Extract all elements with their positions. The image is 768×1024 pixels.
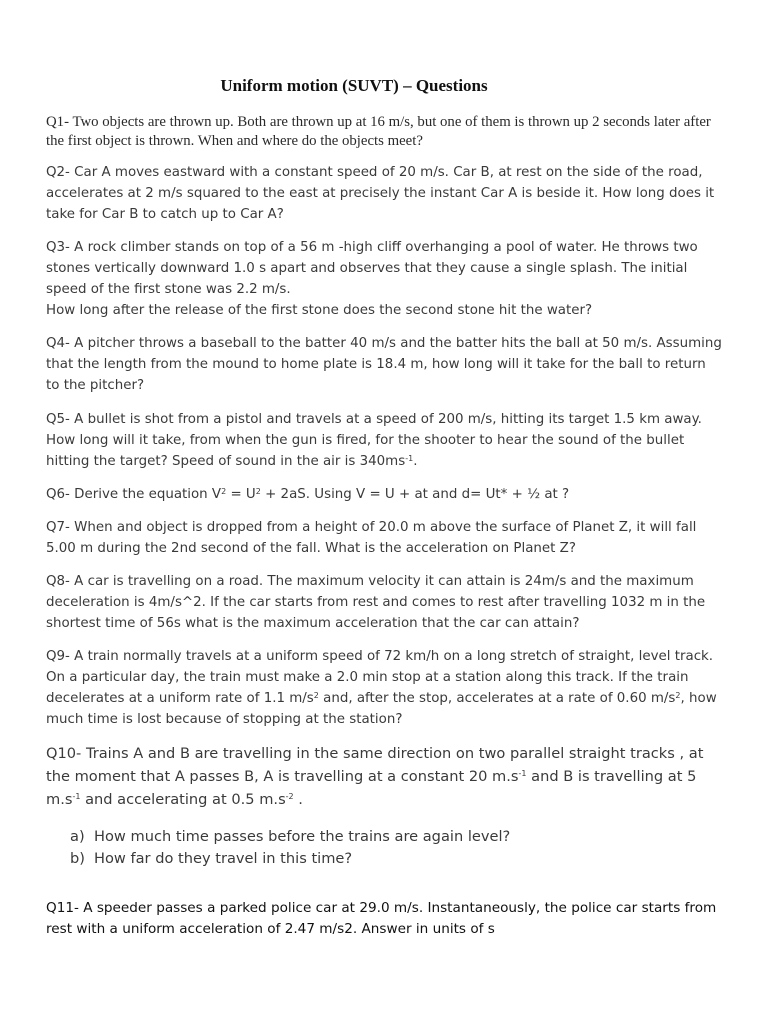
question-10-text-d: . (293, 791, 303, 808)
question-10-text-a: Trains A and B are travelling in the same direction on two parallel straight tracks , at the moment that A passes B, A is travelling at a constant 20 m.s (46, 745, 704, 785)
question-5-end: . (413, 454, 418, 469)
question-5-label: Q5- (46, 412, 70, 427)
question-1-text: Two objects are thrown up. Both are thrown up at 16 m/s, but one of them is thrown up 2 seconds later after the first object is thrown. When and where do the objects meet? (46, 114, 711, 149)
part-letter: b) (70, 850, 85, 867)
question-2 (46, 162, 722, 225)
question-7-label: Q7- (46, 520, 70, 535)
part-text: How far do they travel in this time? (94, 850, 353, 867)
question-6-text-a: Derive the equation V (69, 487, 222, 502)
question-6-exponent-1: 2 (221, 487, 227, 496)
question-7-text: When and object is dropped from a height of 20.0 m above the surface of Planet Z, it will fall 5.00 m during the 2nd second of the fall. What is the acceleration on Planet Z? (46, 520, 697, 556)
question-5-text: A bullet is shot from a pistol and travels at a speed of 200 m/s, hitting its target 1.5 km away. How long will it take, from when the gun is fired, for the shooter to hear the sound of the bullet hitting the target? Speed of sound in the air is 340ms (46, 412, 702, 469)
question-3-text-followup: How long after the release of the first stone does the second stone hit the water? (46, 303, 593, 318)
question-11 (46, 898, 722, 940)
question-6 (46, 484, 722, 505)
document-title: Uniform motion (SUVT) – Questions (220, 76, 488, 95)
question-10-text-b: and B is travelling at 5 m.s (46, 768, 697, 808)
question-4 (46, 333, 722, 396)
question-2-text: Car A moves eastward with a constant speed of 20 m/s. Car B, at rest on the side of the road, accelerates at 2 m/s squared to the east at precisely the instant Car A is beside it. How long does it take for Car B to catch up to Car A? (46, 165, 715, 222)
question-1-label: Q1- (46, 114, 70, 130)
question-6-text-b: = U (226, 487, 256, 502)
question-9-exponent-1: 2 (313, 691, 319, 700)
part-text: How much time passes before the trains are again level? (94, 828, 511, 845)
question-6-text-c: + 2aS. Using V = U + at and d= Ut* + ½ at ? (260, 487, 570, 502)
question-10-part-b (70, 848, 710, 870)
question-8-label: Q8- (46, 574, 70, 589)
question-4-label: Q4- (46, 336, 70, 351)
question-10 (46, 742, 722, 811)
question-11-text: A speeder passes a parked police car at 29.0 m/s. Instantaneously, the police car starts from rest with a uniform acceleration of 2.47 m/s2. Answer in units of s (46, 900, 717, 937)
question-10-exponent-1: -1 (518, 769, 527, 778)
question-10-label: Q10- (46, 745, 82, 762)
question-9-label: Q9- (46, 649, 70, 664)
question-3 (46, 237, 722, 321)
question-1 (46, 113, 722, 151)
question-9 (46, 646, 722, 730)
question-8 (46, 571, 722, 634)
question-3-text: A rock climber stands on top of a 56 m -high cliff overhanging a pool of water. He throws two stones vertically downward 1.0 s apart and observes that they cause a single splash. The initial speed of the first stone was 2.2 m/s. (46, 240, 698, 297)
question-3-label: Q3- (46, 240, 70, 255)
question-11-label: Q11- (46, 900, 79, 916)
question-5-exponent: -1 (405, 454, 414, 463)
question-10-part-a (70, 826, 710, 848)
question-9-exponent-2: 2 (675, 691, 681, 700)
question-5 (46, 409, 722, 472)
question-6-label: Q6- (46, 487, 70, 502)
part-letter: a) (70, 828, 85, 845)
question-4-text: A pitcher throws a baseball to the batter 40 m/s and the batter hits the ball at 50 m/s. Assuming that the length from the mound to home plate is 18.4 m, how long will it take for the ball to return to the pitcher? (46, 336, 722, 393)
question-10-exponent-2: -1 (72, 792, 81, 801)
question-7 (46, 517, 722, 559)
question-2-label: Q2- (46, 165, 70, 180)
question-10-text-c: and accelerating at 0.5 m.s (80, 791, 286, 808)
question-6-exponent-2: 2 (255, 487, 261, 496)
question-9-text-c: , how much time is lost because of stopping at the station? (46, 691, 717, 727)
question-9-text-b: and, after the stop, accelerates at a rate of 0.60 m/s (318, 691, 676, 706)
question-10-exponent-3: -2 (285, 792, 294, 801)
question-8-text: A car is travelling on a road. The maximum velocity it can attain is 24m/s and the maximum deceleration is 4m/s^2. If the car starts from rest and comes to rest after travelling 1032 m in the shortest time of 56s what is the maximum acceleration that the car can attain? (46, 574, 706, 631)
question-9-text-a: A train normally travels at a uniform speed of 72 km/h on a long stretch of straight, level track. On a particular day, the train must make a 2.0 min stop at a station along this track. If the train decelerates at a uniform rate of 1.1 m/s (46, 649, 714, 706)
